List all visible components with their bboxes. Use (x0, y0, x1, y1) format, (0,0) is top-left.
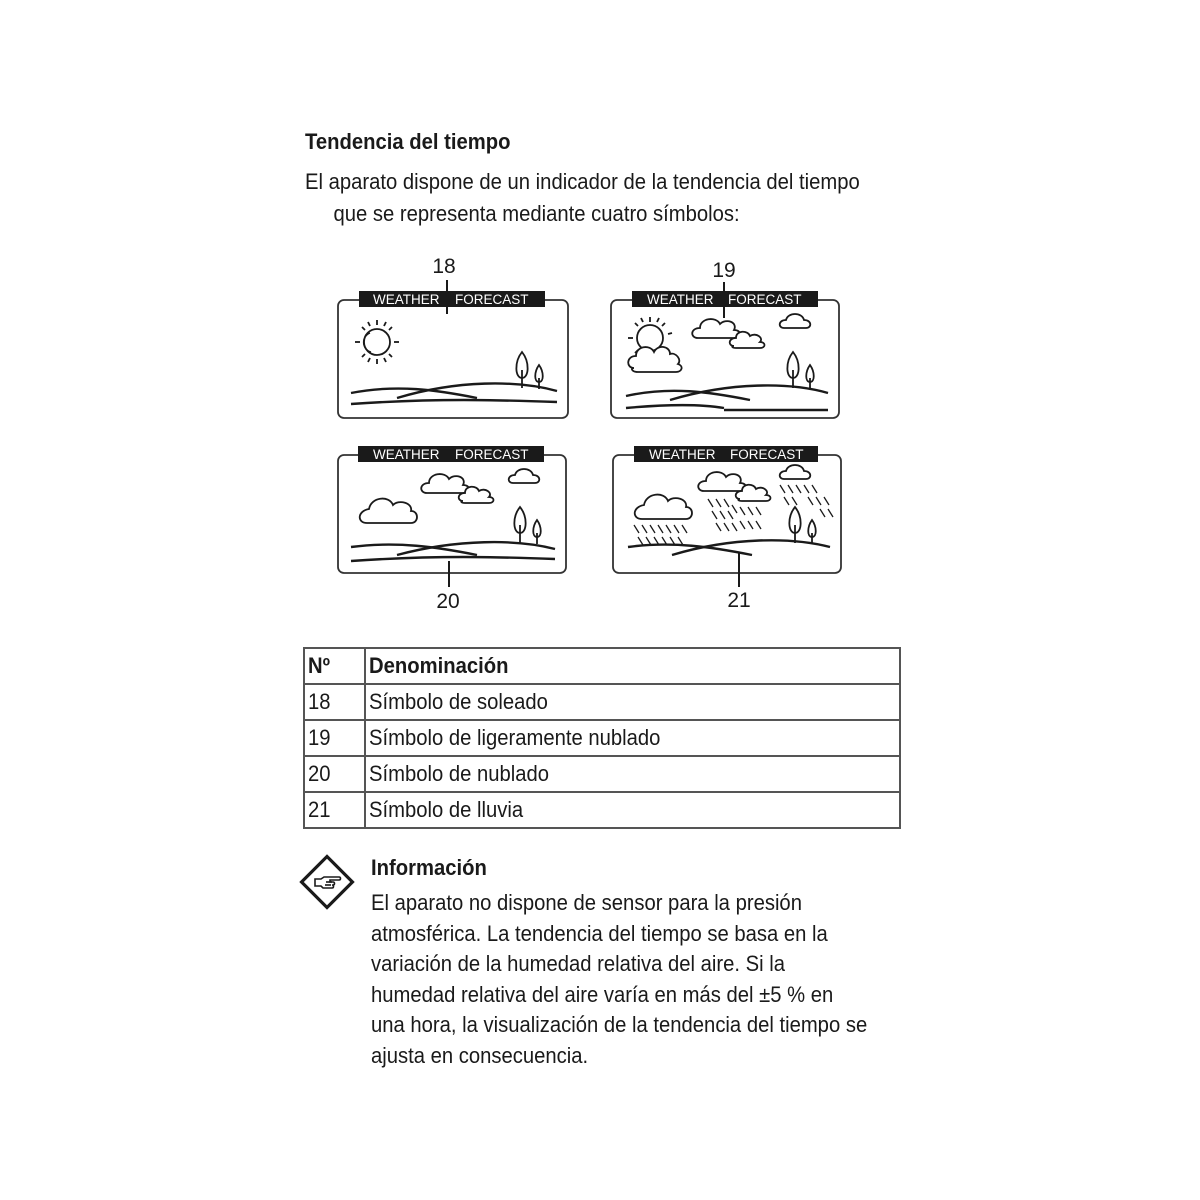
info-line: El aparato no dispone de sensor para la presión (371, 890, 802, 915)
forecast-label: FORECAST (455, 292, 529, 307)
info-line: variación de la humedad relativa del aire. Si la (371, 951, 786, 976)
table-row: 18 Símbolo de soleado (304, 684, 900, 720)
pointing-hand-icon (299, 854, 355, 910)
table-row: 20 Símbolo de nublado (304, 756, 900, 792)
forecast-panel-partly-cloudy (610, 290, 842, 420)
forecast-panel-sunny (337, 290, 569, 420)
weather-label: WEATHER (649, 447, 716, 462)
hills (628, 540, 830, 555)
info-title: Información (371, 855, 487, 880)
symbol-legend-table (303, 647, 901, 829)
panel-number-21: 21 (727, 589, 751, 612)
info-line: humedad relativa del aire varía en más del ±5 % en (371, 981, 834, 1007)
sun-icon (355, 320, 399, 364)
weather-label: WEATHER (373, 292, 440, 307)
forecast-panel-rain (612, 445, 844, 575)
weather-label: WEATHER (373, 447, 440, 462)
intro-text (305, 166, 860, 230)
intro-line-2: que se representa mediante cuatro símbolos: (333, 201, 740, 226)
header-name: Denominación (365, 648, 900, 684)
forecast-label: FORECAST (728, 292, 802, 307)
rain-drops (634, 485, 833, 545)
header-number: Nº (304, 648, 365, 684)
cloudy-forecast-icon (337, 445, 569, 575)
table-row: 19 Símbolo de ligeramente nublado (304, 720, 900, 756)
section-title: Tendencia del tiempo (305, 129, 511, 154)
hills (351, 542, 555, 561)
forecast-label: FORECAST (455, 447, 529, 462)
sunny-forecast-icon (337, 290, 569, 420)
hills (351, 383, 557, 404)
forecast-panel-cloudy (337, 445, 569, 575)
forecast-label: FORECAST (730, 447, 804, 462)
info-line: ajusta en consecuencia. (371, 1042, 589, 1068)
panel-number-20: 20 (436, 590, 460, 613)
table-row: 21 Símbolo de lluvia (304, 792, 900, 828)
hills (626, 385, 828, 410)
partly-cloudy-forecast-icon (610, 290, 842, 420)
info-line: atmosférica. La tendencia del tiempo se basa en la (371, 920, 828, 946)
table-header-row (304, 648, 900, 684)
panel-number-19: 19 (712, 259, 736, 282)
info-line: una hora, la visualización de la tendencia del tiempo se (371, 1012, 868, 1037)
info-body (371, 888, 931, 1071)
rain-forecast-icon (612, 445, 844, 575)
panel-number-18: 18 (432, 255, 456, 278)
weather-label: WEATHER (647, 292, 714, 307)
intro-line-1: El aparato dispone de un indicador de la tendencia del tiempo (305, 169, 860, 194)
